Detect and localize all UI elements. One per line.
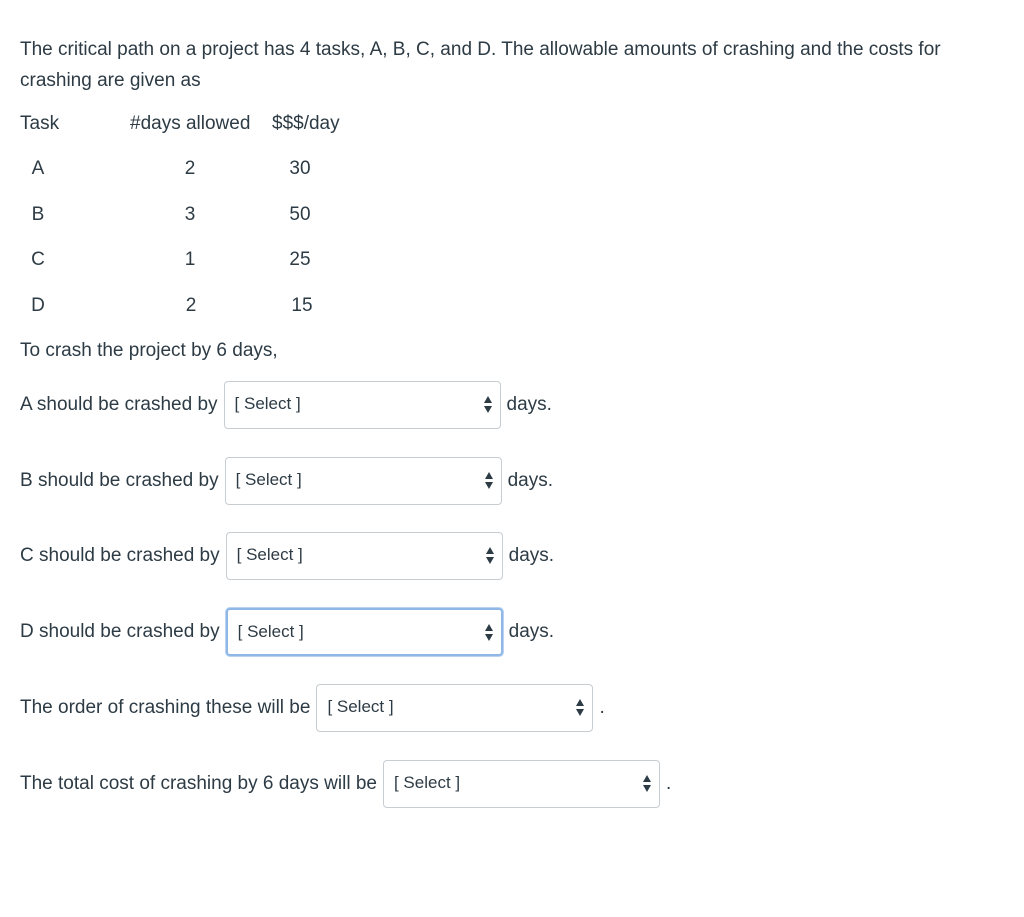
select-value: [ Select ] — [235, 470, 302, 489]
answer-prefix: B should be crashed by — [20, 470, 219, 491]
table-cell-cost: 30 — [289, 158, 311, 179]
table-cell-cost: 25 — [289, 249, 311, 270]
select-value: [ Select ] — [327, 697, 394, 716]
answer-line-c — [20, 532, 554, 580]
select-d-days[interactable] — [226, 608, 503, 656]
table-header-cost-per-day: $$$/day — [272, 113, 340, 134]
answer-suffix: days. — [507, 470, 553, 491]
up-down-arrows-icon — [485, 472, 495, 490]
question-lead: To crash the project by 6 days, — [20, 340, 278, 361]
table-cell-cost: 50 — [289, 204, 311, 225]
up-down-arrows-icon — [486, 547, 496, 565]
table-cell-days: 2 — [184, 158, 196, 179]
table-header-task: Task — [20, 113, 60, 134]
select-value: [ Select ] — [237, 622, 304, 641]
answer-line-order — [20, 684, 605, 732]
answer-suffix: . — [599, 697, 605, 718]
table-cell-task: B — [31, 204, 45, 225]
table-cell-task: D — [31, 295, 45, 316]
select-b-days[interactable] — [225, 457, 502, 505]
answer-suffix: . — [665, 773, 672, 794]
table-cell-task: A — [31, 158, 45, 179]
answer-prefix: The order of crashing these will be — [20, 697, 311, 718]
table-cell-cost: 15 — [291, 295, 313, 316]
up-down-arrows-icon — [576, 699, 586, 717]
answer-prefix: D should be crashed by — [20, 621, 220, 642]
table-cell-task: C — [31, 249, 45, 270]
table-cell-days: 1 — [184, 249, 196, 270]
answer-prefix: C should be crashed by — [20, 545, 220, 566]
answer-suffix: days. — [508, 545, 555, 566]
select-value: [ Select ] — [234, 394, 301, 413]
answer-line-total-cost — [20, 760, 671, 808]
answer-prefix: The total cost of crashing by 6 days will be — [20, 773, 377, 794]
select-c-days[interactable] — [226, 532, 503, 580]
select-value: [ Select ] — [393, 773, 461, 792]
table-cell-days: 3 — [184, 204, 196, 225]
answer-line-a — [20, 381, 552, 429]
select-total-cost[interactable] — [383, 760, 660, 808]
select-a-days[interactable] — [224, 381, 501, 429]
answer-suffix: days. — [508, 621, 555, 642]
table-header-days-allowed: #days allowed — [130, 113, 251, 134]
answer-prefix: A should be crashed by — [20, 394, 218, 415]
up-down-arrows-icon — [484, 396, 494, 414]
answer-suffix: days. — [506, 394, 552, 415]
question-intro: The critical path on a project has 4 tasks, A, B, C, and D. The allowable amounts of crashing and the costs for crashing are given as — [20, 39, 941, 91]
up-down-arrows-icon — [643, 775, 653, 793]
up-down-arrows-icon — [485, 624, 495, 642]
select-crash-order[interactable] — [316, 684, 593, 732]
answer-line-b — [20, 457, 553, 505]
select-value: [ Select ] — [236, 545, 303, 564]
table-cell-days: 2 — [185, 295, 197, 316]
answer-line-d — [20, 608, 554, 656]
